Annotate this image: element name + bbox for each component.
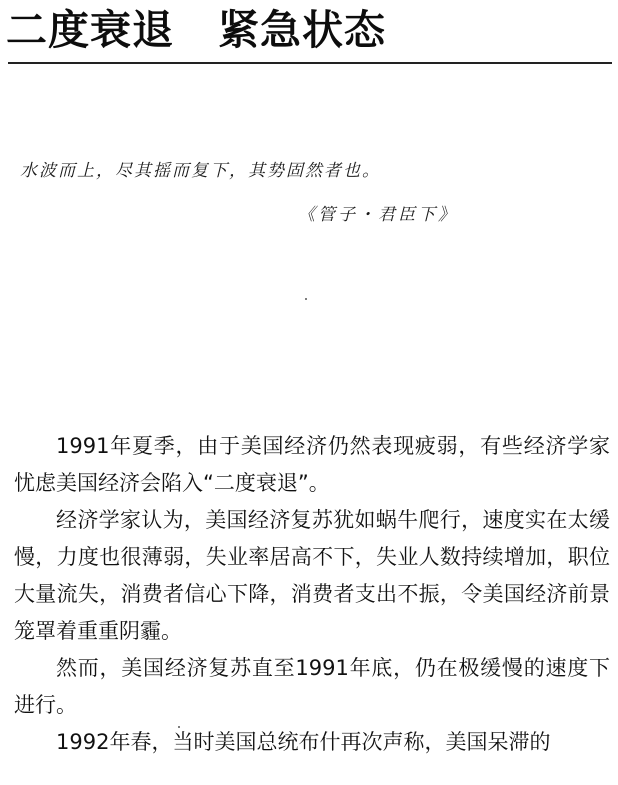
body-paragraph: 然而，美国经济复苏直至1991年底，仍在极缓慢的速度下进行。 xyxy=(14,656,610,717)
body-paragraph: 1991年夏季，由于美国经济仍然表现疲弱，有些经济学家忧虑美国经济会陷入“二度衰退”。 xyxy=(14,434,610,495)
scan-speck xyxy=(305,298,307,300)
chapter-title xyxy=(6,4,386,56)
title-underline xyxy=(8,62,612,64)
chapter-title-part2: 紧急状态 xyxy=(218,6,386,54)
epigraph-source: 《管子・君臣下》 xyxy=(298,205,458,225)
chapter-title-part1: 二度衰退 xyxy=(6,6,174,54)
body-paragraph: 1992年春，当时美国总统布什再次声称，美国呆滞的 xyxy=(56,730,551,754)
body-paragraph: 经济学家认为，美国经济复苏犹如蜗牛爬行，速度实在太缓慢，力度也很薄弱，失业率居高不下，失业人数持续增加，职位大量流失，消费者信心下降，消费者支出不振，令美国经济前景笼罩着重重阴霾。 xyxy=(14,508,610,643)
body-text xyxy=(14,428,610,761)
epigraph-quote: 水波而上，尽其摇而复下，其势固然者也。 xyxy=(20,161,381,181)
